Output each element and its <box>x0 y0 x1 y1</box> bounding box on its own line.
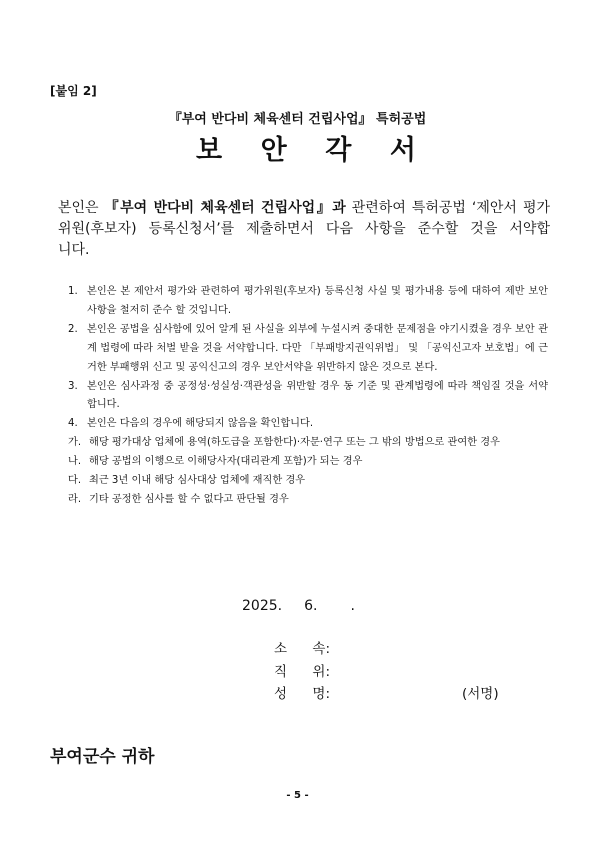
intro-paragraph: 본인은 『부여 반다비 체육센터 건립사업』과 관련하여 특허공법 ‘제안서 평가 위원(후보자) 등록신청서’를 제출하면서 다음 사항을 준수할 것을 서약합 니다. <box>58 200 550 258</box>
document-subtitle: 『부여 반다비 체육센터 건립사업』 특허공법 <box>168 112 427 127</box>
date-year: 2025. <box>242 598 283 614</box>
date-day: . <box>350 598 355 614</box>
project-name: 『부여 반다비 체육센터 건립사업』과 <box>104 200 346 216</box>
sub-list-item: 가. 해당 평가대상 업체에 용역(하도급을 포함한다)·자문·연구 또는 그 밖의 방법으로 관여한 경우 <box>68 437 500 449</box>
title-char: 각 <box>325 135 352 166</box>
name-field: 성 명: (서명) <box>274 682 499 702</box>
title-char: 서 <box>389 135 416 166</box>
pledge-list <box>68 283 548 510</box>
attachment-label: [붙임 2] <box>50 84 97 98</box>
sub-list-item: 라. 기타 공정한 심사를 할 수 없다고 판단될 경우 <box>68 493 289 505</box>
list-item: 1. 본인은 본 제안서 평가와 관련하여 평가위원(후보자) 등록신청 사실 및 평가내용 등에 대하여 제반 보안사항을 철저히 준수 할 것입니다. <box>68 286 548 316</box>
title-char: 안 <box>260 135 287 166</box>
position-field: 직 위: <box>274 664 330 680</box>
affiliation-field: 소 속: <box>274 641 330 657</box>
title-char: 보 <box>196 135 223 166</box>
addressee: 부여군수 귀하 <box>50 747 155 767</box>
list-item: 3. 본인은 심사과정 중 공정성·성실성·객관성을 위반할 경우 동 기준 및 관계법령에 따라 책임질 것을 서약합니다. <box>68 380 548 411</box>
list-item: 4. 본인은 다음의 경우에 해당되지 않음을 확인합니다. <box>68 418 314 430</box>
sub-list-item: 나. 해당 공법의 이행으로 이해당사자(대리관계 포함)가 되는 경우 <box>68 456 363 468</box>
pledge-date <box>242 598 355 614</box>
list-item: 2. 본인은 공법을 심사함에 있어 알게 된 사실을 외부에 누설시켜 중대한 문제점을 야기시켰을 경우 보안 관계 법령에 따라 처벌 받을 것을 서약합니다. 다만 「부패방지권익위법」 및 「공익신고자 보호법」에 근거한 부패행위 신고 및 공익신고의 경우 보안서약을 위반하지 않은 것으로 본다. <box>68 323 548 373</box>
page-number: - 5 - <box>286 790 309 801</box>
date-month: 6. <box>304 598 318 614</box>
signature-mark: (서명) <box>462 686 499 702</box>
sub-list-item: 다. 최근 3년 이내 해당 심사대상 업체에 재직한 경우 <box>68 475 306 487</box>
document-title <box>196 128 416 167</box>
